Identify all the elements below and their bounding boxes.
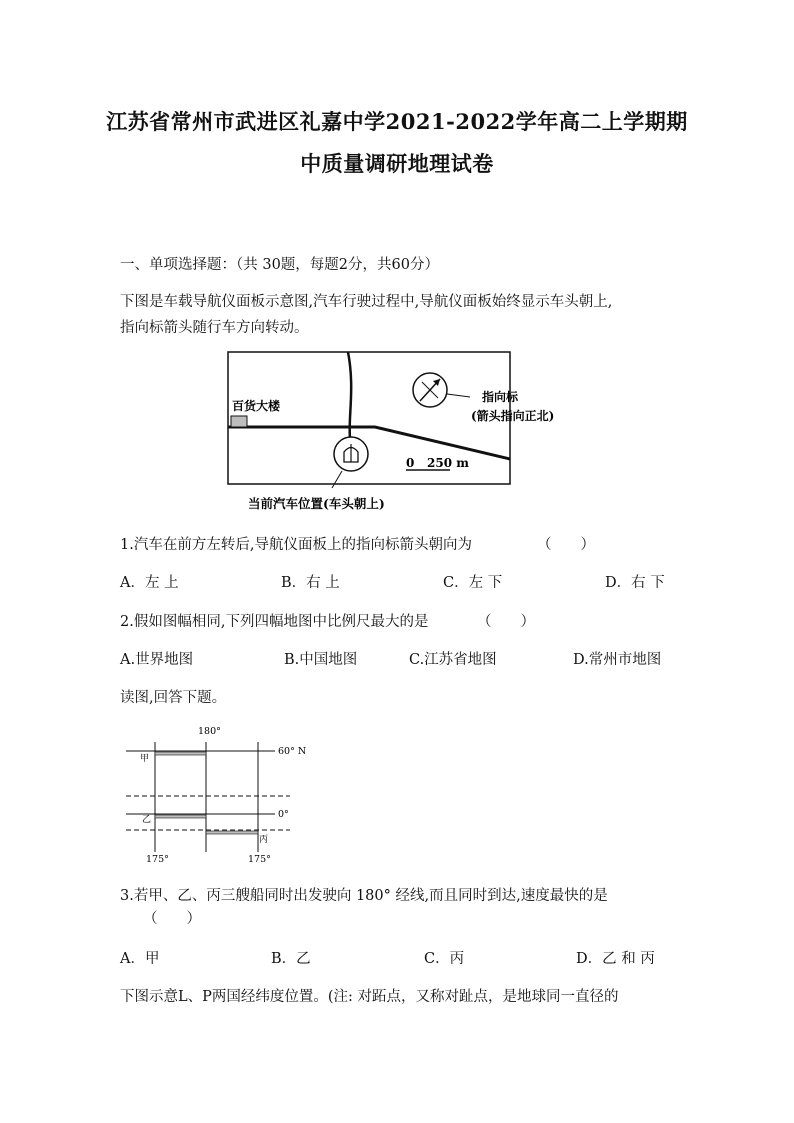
intro2: 读图,回答下题。 [120, 690, 227, 706]
q3-option-a[interactable]: A．甲 [120, 951, 160, 967]
q3-option-b[interactable]: B．乙 [271, 951, 311, 967]
page-title-line2: 中质量调研地理试卷 [300, 151, 494, 176]
q3-stem: 3.若甲、乙、丙三艘船同时出发驶向 180° 经线,而且同时到达,速度最快的是 [120, 888, 608, 904]
lat-0-label: 0° [278, 809, 289, 820]
scale-zero: 0 [406, 456, 415, 470]
lon-175-right-label: 175° [248, 854, 271, 865]
intro1-line2: 指向标箭头随行车方向转动。 [120, 320, 309, 336]
lon-175-left-label: 175° [146, 854, 169, 865]
lon-180-label: 180° [198, 726, 221, 737]
q2-option-d[interactable]: D.常州市地图 [573, 652, 662, 668]
page-title-line1: 江苏省常州市武进区礼嘉中学2021-2022学年高二上学期期 [106, 109, 688, 134]
q1-stem-text: 1.汽车在前方左转后,导航仪面板上的指向标箭头朝向为 [120, 537, 472, 553]
q1-option-b[interactable]: B．右 上 [281, 575, 340, 591]
store-label: 百货大楼 [232, 399, 281, 413]
ship-yi-label: 乙 [142, 815, 152, 825]
car-pointer-line [332, 471, 342, 488]
q2-option-a[interactable]: A.世界地图 [120, 652, 194, 668]
q1-blank: （ ） [537, 537, 595, 553]
pointer-label: 指向标 [482, 390, 519, 404]
q3-blank: （ ） [143, 911, 201, 927]
q1-option-c[interactable]: C．左 下 [443, 575, 503, 591]
q2-option-b[interactable]: B.中国地图 [284, 652, 358, 668]
pointer-note: (箭头指向正北) [471, 409, 555, 423]
road-east [228, 427, 510, 459]
q2-option-c[interactable]: C.江苏省地图 [409, 652, 497, 668]
q2-blank: （ ） [477, 614, 535, 630]
store-block [231, 416, 247, 427]
car-label: 当前汽车位置(车头朝上) [248, 496, 385, 511]
lat-60n-label: 60° N [278, 746, 307, 757]
intro1-line1: 下图是车载导航仪面板示意图,汽车行驶过程中,导航仪面板始终显示车头朝上, [120, 294, 613, 310]
route-bing [206, 831, 258, 834]
q1-option-d[interactable]: D．右 下 [605, 575, 665, 591]
section-heading: 一、单项选择题：（共 30题，每题2分，共60分） [120, 257, 439, 273]
latlong-grid-figure [120, 720, 310, 868]
route-yi [155, 815, 206, 818]
ship-bing-label: 丙 [259, 835, 269, 845]
ship-jia-label: 甲 [140, 754, 150, 764]
q2-stem-text: 2.假如图幅相同,下列四幅地图中比例尺最大的是 [120, 614, 429, 630]
q1-option-a[interactable]: A．左 上 [120, 575, 179, 591]
navigation-panel-figure [220, 348, 580, 518]
scale-length: 250 m [427, 456, 469, 470]
route-jia [155, 752, 206, 755]
q1-stem [120, 533, 675, 554]
intro3: 下图示意L、P两国经纬度位置。(注: 对跖点，又称对趾点，是地球同一直径的 [120, 989, 619, 1005]
q2-stem [120, 610, 675, 631]
q3-option-d[interactable]: D．乙 和 丙 [576, 951, 655, 967]
q3-option-c[interactable]: C．丙 [424, 951, 465, 967]
